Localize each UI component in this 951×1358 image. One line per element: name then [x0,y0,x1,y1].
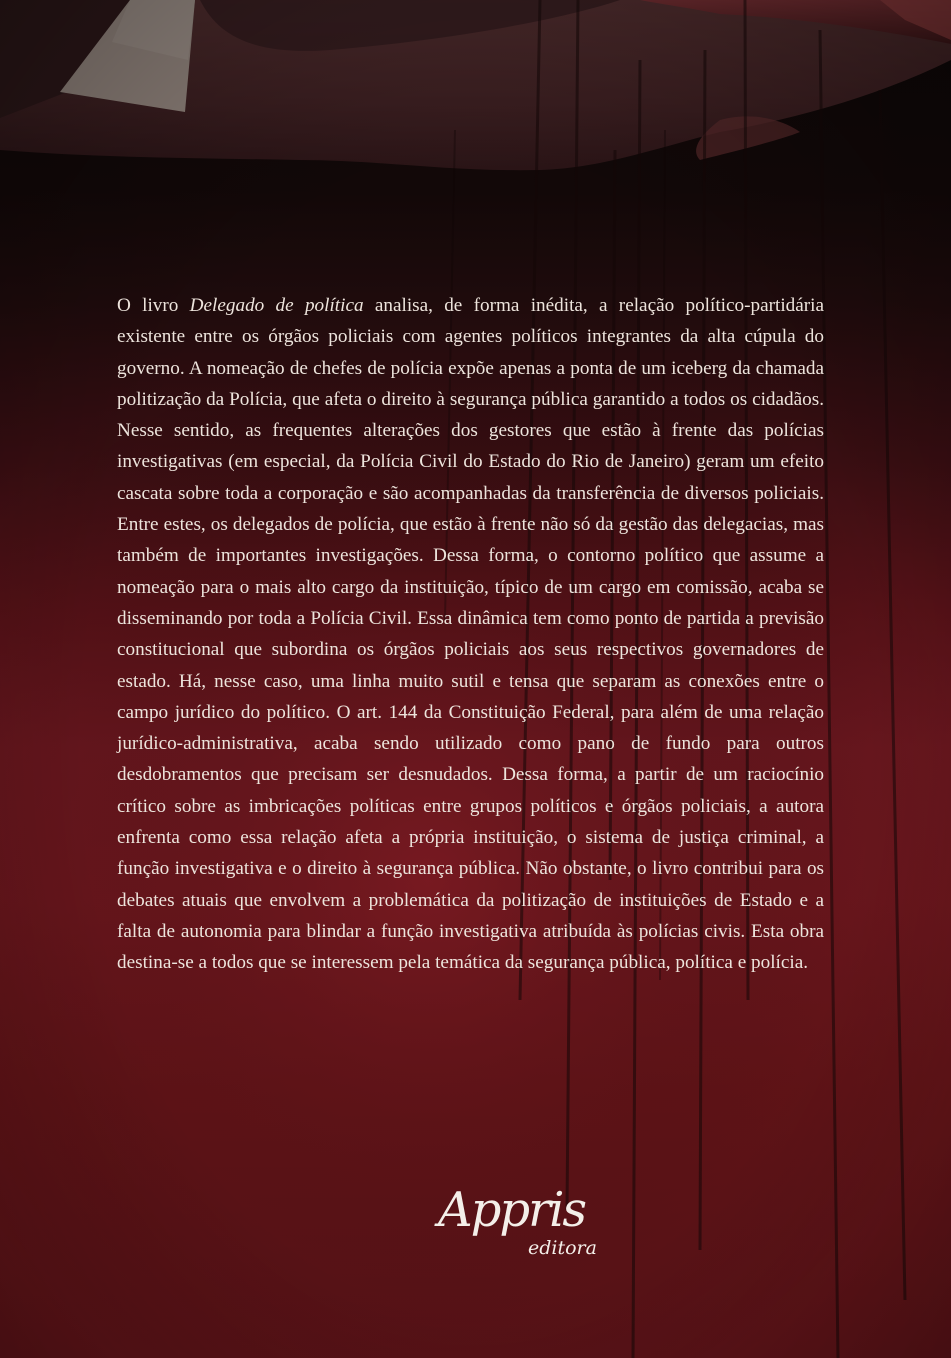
publisher-logo [430,1178,620,1258]
publisher-subtitle: editora [528,1237,597,1258]
publisher-name: Appris [438,1182,586,1238]
book-title: Delegado de política [189,295,364,316]
blurb-intro: O livro [117,295,190,316]
back-cover-blurb [117,290,824,979]
blurb-body: analisa, de forma inédita, a relação político-partidária existente entre os órgãos policiais com agentes políticos integrantes da alta cúpula do governo. A nomeação de chefes de polícia expõe apenas a ponta de um iceberg da chamada politização da Polícia, que afeta o direito à segurança pública garantido a todos os cidadãos. Nesse sentido, as frequentes alterações dos gestores que estão à frente das polícias investigativas (em especial, da Polícia Civil do Estado do Rio de Janeiro) geram um efeito cascata sobre toda a corporação e são acompanhadas da transferência de diversos policiais. Entre estes, os delegados de polícia, que estão à frente não só da gestão das delegacias, mas também de importantes investigações. Dessa forma, o contorno político que assume a nomeação para o mais alto cargo da instituição, típico de um cargo em comissão, acaba se disseminando por toda a Polícia Civil. Essa dinâmica tem como ponto de partida a previsão constitucional que subordina os órgãos policiais aos seus respectivos governadores de estado. Há, nesse caso, uma linha muito sutil e tensa que separam as conexões entre o campo jurídico do político. O art. 144 da Constituição Federal, para além de uma relação jurídico-administrativa, acaba sendo utilizado como pano de fundo para outros desdobramentos que precisam ser desnudados. Dessa forma, a partir de um raciocínio crítico sobre as imbricações políticas entre grupos políticos e órgãos policiais, a autora enfrenta como essa relação afeta a própria instituição, o sistema de justiça criminal, a função investigativa e o direito à segurança pública. Não obstante, o livro contribui para os debates atuais que envolvem a problemática da politização de instituições de Estado e a falta de autonomia para blindar a função investigativa atribuída às polícias civis. Esta obra destina-se a todos que se interessem pela temática da segurança pública, política e polícia. [117,295,824,974]
